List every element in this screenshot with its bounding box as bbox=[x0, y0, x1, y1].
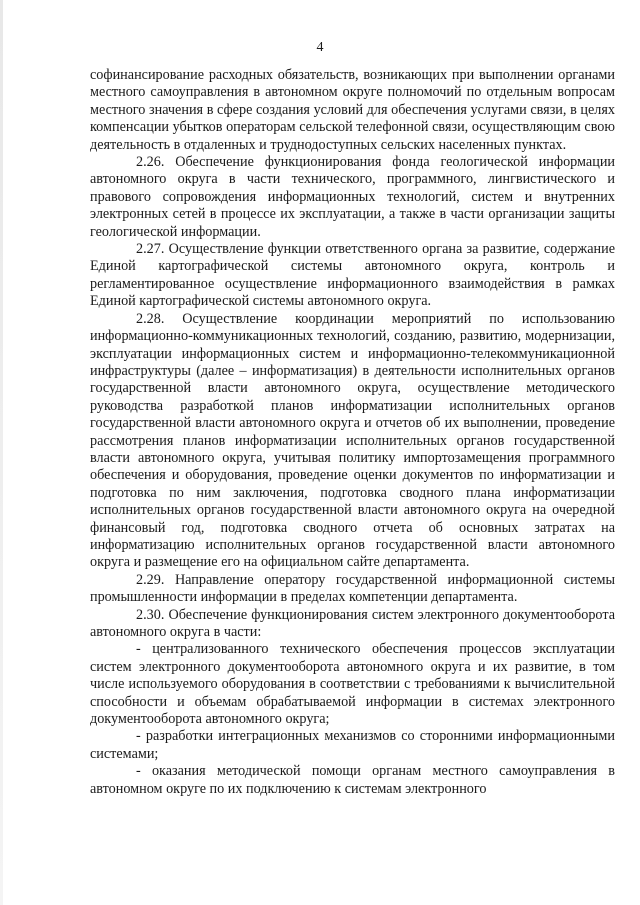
scan-edge bbox=[0, 0, 3, 905]
document-body bbox=[90, 67, 615, 798]
paragraph-2-26: 2.26. Обеспечение функционирования фонда геологической информации автономного округа в части технического, программного, лингвистического и правового сопровождения информационных технологий, систем и внутренних электронных сетей в процессе их эксплуатации, а также в части организации защиты геологической информации. bbox=[90, 154, 615, 240]
paragraph-2-30: 2.30. Обеспечение функционирования систем электронного документооборота автономного округа в части: bbox=[90, 606, 615, 640]
list-item-methodical-help: - оказания методической помощи органам местного самоуправления в автономном округе по их подключению к системам электронного bbox=[90, 763, 615, 797]
page-number: 4 bbox=[316, 40, 324, 55]
paragraph-2-27: 2.27. Осуществление функции ответственного органа за развитие, содержание Единой картографической системы автономного округа, контроль и регламентированное осуществление информационного взаимодействия в рамках Единой картографической системы автономного округа. bbox=[90, 241, 615, 310]
paragraph-2-29: 2.29. Направление оператору государственной информационной системы промышленности информации в пределах компетенции департамента. bbox=[90, 571, 615, 606]
list-item-centralized-support: - централизованного технического обеспечения процессов эксплуатации систем электронного документооборота автономного округа и их развитие, в том числе используемого оборудования в соответствии с требованиями к вычислительной способности и объемам обрабатываемой информации в системах электронного документооборота автономного округа; bbox=[90, 641, 615, 728]
paragraph-continuation: софинансирование расходных обязательств, возникающих при выполнении органами местного самоуправления в автономном округе полномочий по отдельным вопросам местного значения в сфере создания условий для обеспечения услугами связи, в целях компенсации убытков операторам сельской телефонной связи, осуществляющим свою деятельность в отдаленных и труднодоступных сельских населенных пунктах. bbox=[90, 67, 615, 153]
paragraph-2-28: 2.28. Осуществление координации мероприятий по использованию информационно-коммуникационных технологий, созданию, развитию, модернизации, эксплуатации информационных систем и информационно-телекоммуникационной инфраструктуры (далее – информатизация) в деятельности исполнительных органов государственной власти автономного округа, осуществление методического руководства разработкой планов информатизации исполнительных органов государственной власти автономного округа и отчетов об их выполнении, проведение рассмотрения планов информатизации исполнительных органов государственной власти автономного округа, учитывая политику импортозамещения программного обеспечения и оборудования, проведение оценки документов по информатизации и подготовка по ним заключения, подготовка сводного плана информатизации исполнительных органов государственной власти автономного округа на очередной финансовый год, подготовка сводного отчета об основных затратах на информатизацию исполнительных органов государственной власти автономного округа и размещение его на официальном сайте департамента. bbox=[90, 310, 615, 571]
list-item-integration: - разработки интеграционных механизмов со сторонними информационными системами; bbox=[90, 728, 615, 762]
